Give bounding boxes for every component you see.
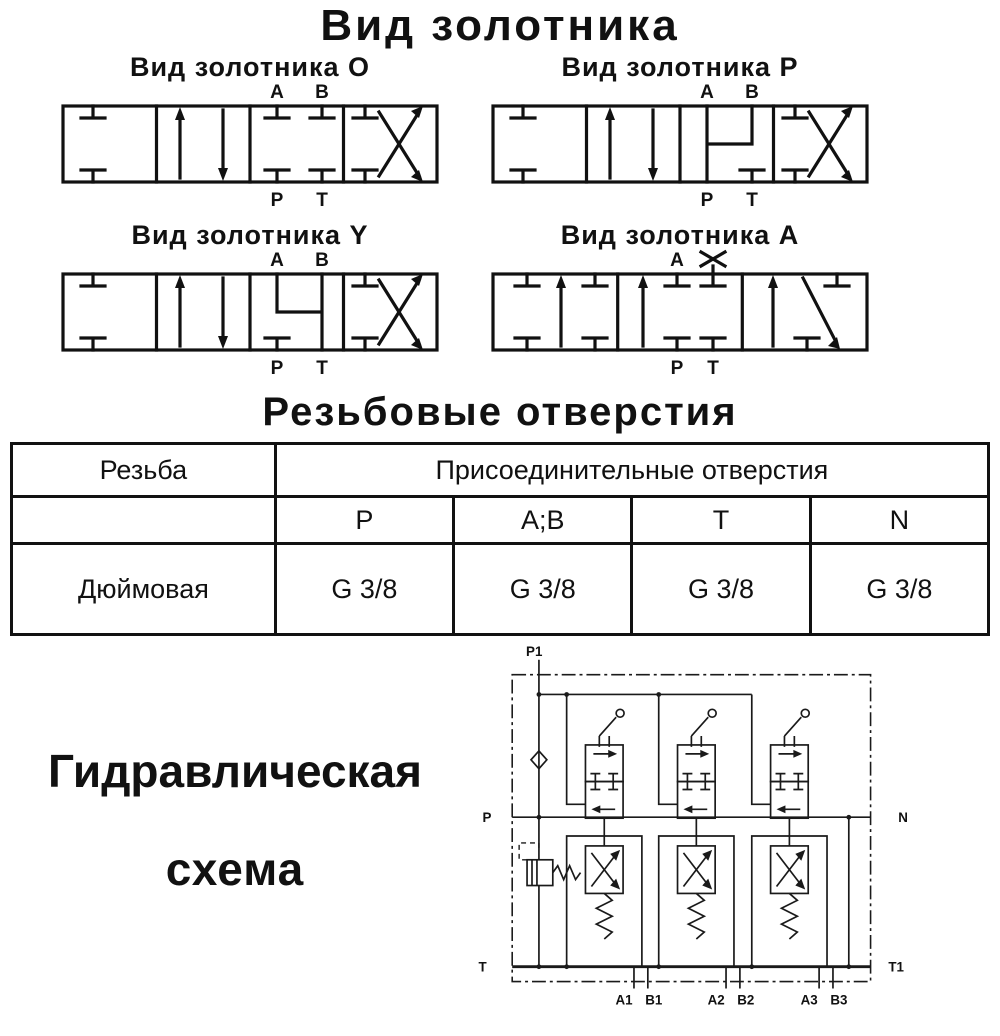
valve-section-1 [567,710,648,989]
port-label-p: P [270,190,284,212]
ab-to-t-center-icon [265,274,322,350]
value-n: G 3/8 [810,544,988,635]
port-label-p: P [670,358,684,380]
port-label-a: A [670,250,684,272]
port-label-t: T [746,190,758,212]
spring-icon [596,894,612,940]
port-label-n: N [898,810,908,826]
port-label-p1: P1 [526,644,543,660]
port-label-t: T [316,190,328,212]
crossed-flow-icon [353,274,423,350]
spool-diagram-a [430,220,930,380]
subheader-ab: A;B [454,497,632,544]
spring-icon [688,894,704,940]
port-label-t: T [478,960,487,976]
port-label-a: A [700,82,714,104]
spool-label-p: Вид золотника P [561,52,799,83]
work-port-label-b1: B1 [645,992,663,1008]
spool-diagram-p [430,52,930,212]
port-label-a: A [270,250,284,272]
blocked-port-icon [81,106,105,182]
p-to-ab-center-icon [707,106,764,182]
crossed-flow-icon [783,106,853,182]
value-ab: G 3/8 [454,544,632,635]
spool-diagram-o [0,52,500,212]
center-blocked-ports-icon [265,106,334,182]
port-label-b: B [745,82,759,104]
row-label: Дюймовая [12,544,276,635]
valve-symbol-o [55,82,445,212]
spool-label-a: Вид золотника A [560,220,800,251]
left-envelope-icon [515,274,607,350]
work-port-label-a1: A1 [615,992,633,1008]
spring-icon [781,894,797,940]
schematic-title-line1: Гидравлическая [48,745,422,798]
parallel-flow-arrows-icon [175,107,228,181]
parallel-flow-arrows-icon [175,275,228,349]
empty-cell [12,497,276,544]
subheader-n: N [810,497,988,544]
port-label-p: P [700,190,714,212]
thread-column-header: Резьба [12,444,276,497]
thread-section-title: Резьбовые отверстия [262,390,738,435]
thread-table [10,442,990,636]
table-subheader-row [12,497,989,544]
work-port-label-a3: A3 [800,992,818,1008]
plugged-port-x-icon [701,252,725,274]
work-port-label-b3: B3 [830,992,848,1008]
center-blocked-ports-icon [638,274,725,350]
valve-section-2 [659,710,740,989]
parallel-flow-arrows-icon [605,107,658,181]
work-port-label-b2: B2 [737,992,755,1008]
port-label-p: P [270,358,284,380]
blocked-port-icon [81,274,105,350]
schematic-section [0,640,1000,1036]
group-header: Присоединительные отверстия [275,444,988,497]
spool-diagram-y [0,220,500,380]
lever-icon [784,710,809,748]
valve-symbol-p [485,82,875,212]
value-p: G 3/8 [275,544,453,635]
right-envelope-icon [768,274,849,350]
hydraulic-schematic [470,640,990,1036]
crossed-flow-icon [353,106,423,182]
subheader-p: P [275,497,453,544]
valve-symbol-y [55,250,445,380]
spool-label-y: Вид золотника Y [131,220,369,251]
spool-label-o: Вид золотника O [129,52,371,83]
relief-valve-icon [519,818,580,967]
port-label-b: B [315,82,329,104]
subheader-t: T [632,497,810,544]
port-label-t: T [707,358,719,380]
port-label-p: P [482,810,492,826]
schematic-title-line2: схема [165,843,305,896]
port-label-t: T [316,358,328,380]
valve-symbol-a [485,250,875,380]
port-label-t1: T1 [888,960,904,976]
lever-icon [599,710,624,748]
main-title: Вид золотника [320,1,680,50]
value-t: G 3/8 [632,544,810,635]
table-header-row [12,444,989,497]
table-row [12,544,989,635]
schematic-title [0,640,470,1036]
spool-diagrams-grid [0,52,1000,380]
valve-section-3 [752,710,833,989]
port-label-a: A [270,82,284,104]
lever-icon [691,710,716,748]
port-label-b: B [315,250,329,272]
datasheet-page [0,1,1000,1008]
work-port-label-a2: A2 [707,992,725,1008]
blocked-port-icon [511,106,535,182]
